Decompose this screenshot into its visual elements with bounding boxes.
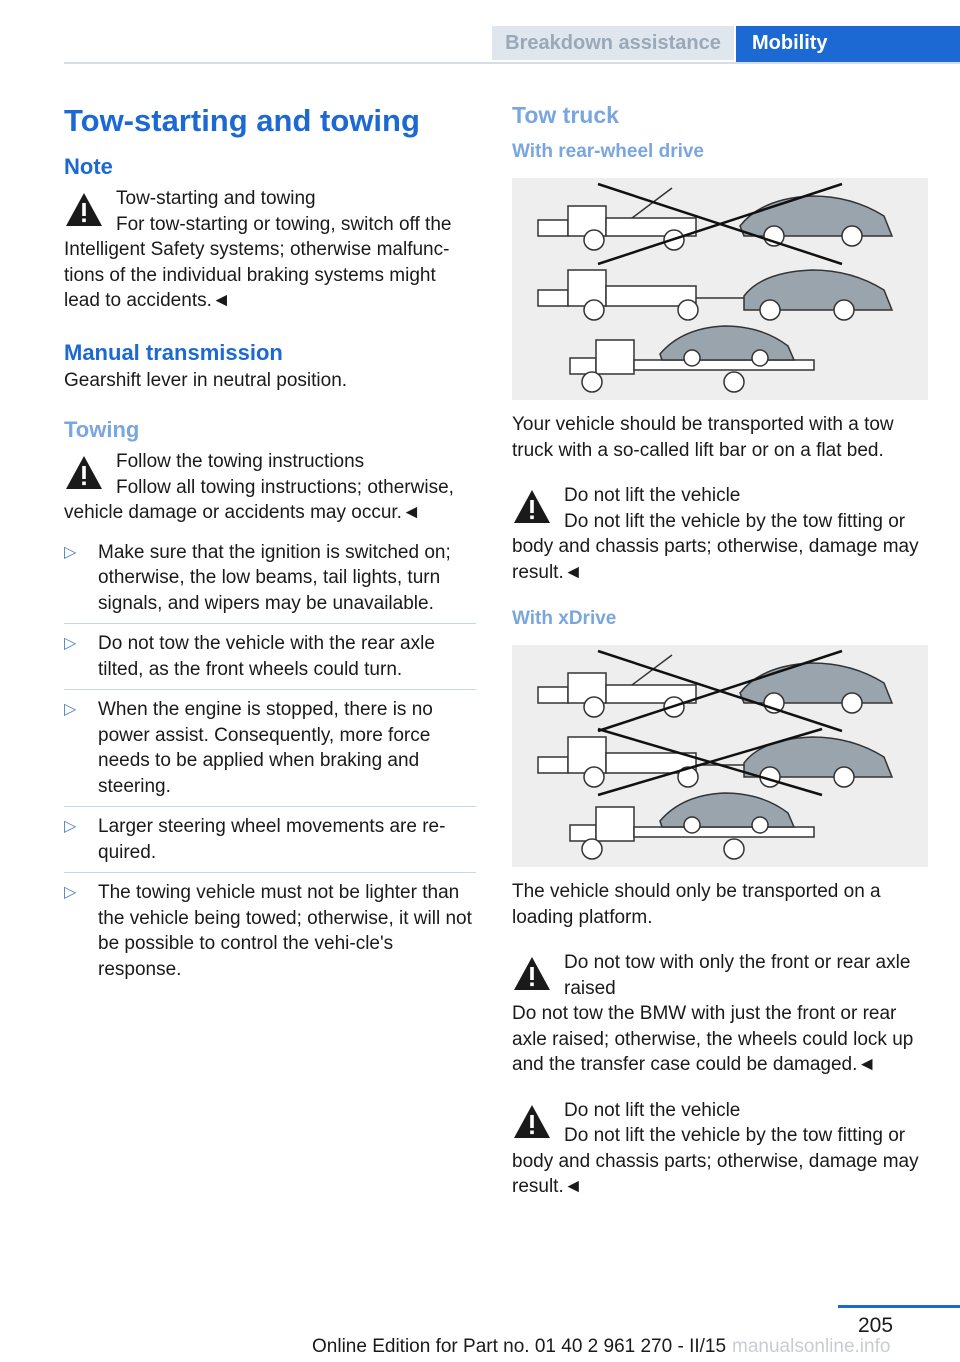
footer-edition: Online Edition for Part no. 01 40 2 961 270 - II/15 bbox=[312, 1336, 727, 1357]
warning-tow-starting bbox=[64, 186, 476, 314]
warning-body: Do not lift the vehicle by the tow fitting or body and chassis parts; otherwise, damage may result.◄ bbox=[512, 1125, 919, 1197]
bullet-triangle-icon: ▷ bbox=[64, 635, 77, 652]
bullet-triangle-icon: ▷ bbox=[64, 701, 77, 718]
bullet-triangle-icon: ▷ bbox=[64, 818, 77, 835]
warning-title: Do not tow with only the front or rear axle raised bbox=[564, 952, 911, 999]
warning-triangle-icon bbox=[512, 954, 552, 994]
xdrive-text: The vehicle should only be transported on a loading platform. bbox=[512, 881, 881, 928]
rwd-text: Your vehicle should be transported with a tow truck with a so-called lift bar or on a flat bed. bbox=[512, 414, 894, 461]
warning-triangle-icon bbox=[512, 487, 552, 527]
warning-triangle-icon bbox=[512, 1102, 552, 1142]
xdrive-towing-illustration bbox=[512, 645, 928, 867]
warning-triangle-icon bbox=[64, 453, 104, 493]
warning-do-not-tow-axle bbox=[512, 950, 930, 1078]
warning-body: Follow all towing instructions; otherwise, vehicle damage or accidents may occur.◄ bbox=[64, 476, 454, 523]
note-heading: Note bbox=[64, 154, 113, 179]
header-rule bbox=[64, 62, 960, 64]
warning-body: Do not tow the BMW with just the front or rear axle raised; otherwise, the wheels could lock up and the transfer case could be damaged.◄ bbox=[512, 1003, 914, 1075]
towing-instructions-list bbox=[64, 540, 476, 990]
header-section-tab[interactable]: Breakdown assistance bbox=[492, 26, 734, 60]
footer-rule bbox=[838, 1305, 960, 1308]
header-chapter-tab[interactable]: Mobility bbox=[736, 26, 960, 62]
warning-title: Do not lift the vehicle bbox=[564, 1099, 741, 1121]
tow-truck-heading: Tow truck bbox=[512, 102, 619, 128]
manual-transmission-text: Gearshift lever in neutral position. bbox=[64, 369, 348, 391]
rwd-towing-illustration bbox=[512, 178, 928, 400]
warning-triangle-icon bbox=[64, 190, 104, 230]
warning-body: Do not lift the vehicle by the tow fitting or body and chassis parts; otherwise, damage may result.◄ bbox=[512, 510, 919, 583]
right-column bbox=[512, 96, 930, 1200]
bullet-triangle-icon: ▷ bbox=[64, 884, 77, 901]
watermark: manualsonline.info bbox=[732, 1336, 891, 1357]
manual-transmission-heading: Manual transmission bbox=[64, 339, 283, 365]
page-title: Tow-starting and towing bbox=[64, 103, 420, 138]
warning-title: Tow-starting and towing bbox=[116, 188, 316, 209]
warning-body: For tow-starting or towing, switch off the Intelligent Safety systems; otherwise malfunc-tions of the individual braking systems might lead to accidents.◄ bbox=[64, 213, 452, 311]
left-column bbox=[64, 96, 476, 996]
bullet-triangle-icon: ▷ bbox=[64, 543, 77, 561]
list-item: ▷ The towing vehicle must not be lighter than the vehicle being towed; otherwise, it will not be possible to control the vehi-cle's response. bbox=[64, 882, 472, 980]
list-item: ▷ Do not tow the vehicle with the rear axle tilted, as the front wheels could turn. bbox=[64, 631, 476, 690]
list-item: ▷ Make sure that the ignition is switched on; otherwise, the low beams, tail lights, turn signals, and wipers may be unavailable. bbox=[64, 540, 476, 625]
tow-truck-diagram bbox=[512, 178, 928, 400]
warning-towing-instructions bbox=[64, 449, 476, 526]
list-item: ▷ When the engine is stopped, there is no power assist. Consequently, more force needs to be applied when braking and steering. bbox=[64, 697, 476, 807]
warning-do-not-lift bbox=[512, 483, 930, 585]
warning-title: Do not lift the vehicle bbox=[564, 485, 741, 506]
list-item: ▷ Larger steering wheel movements are re-quired. bbox=[64, 814, 476, 873]
xdrive-heading: With xDrive bbox=[512, 608, 617, 629]
warning-title: Follow the towing instructions bbox=[116, 451, 365, 472]
tow-truck-diagram bbox=[512, 645, 928, 867]
warning-do-not-lift-2 bbox=[512, 1098, 930, 1200]
towing-heading: Towing bbox=[64, 417, 140, 442]
rwd-heading: With rear-wheel drive bbox=[512, 141, 704, 162]
page-number: 205 bbox=[858, 1314, 894, 1337]
